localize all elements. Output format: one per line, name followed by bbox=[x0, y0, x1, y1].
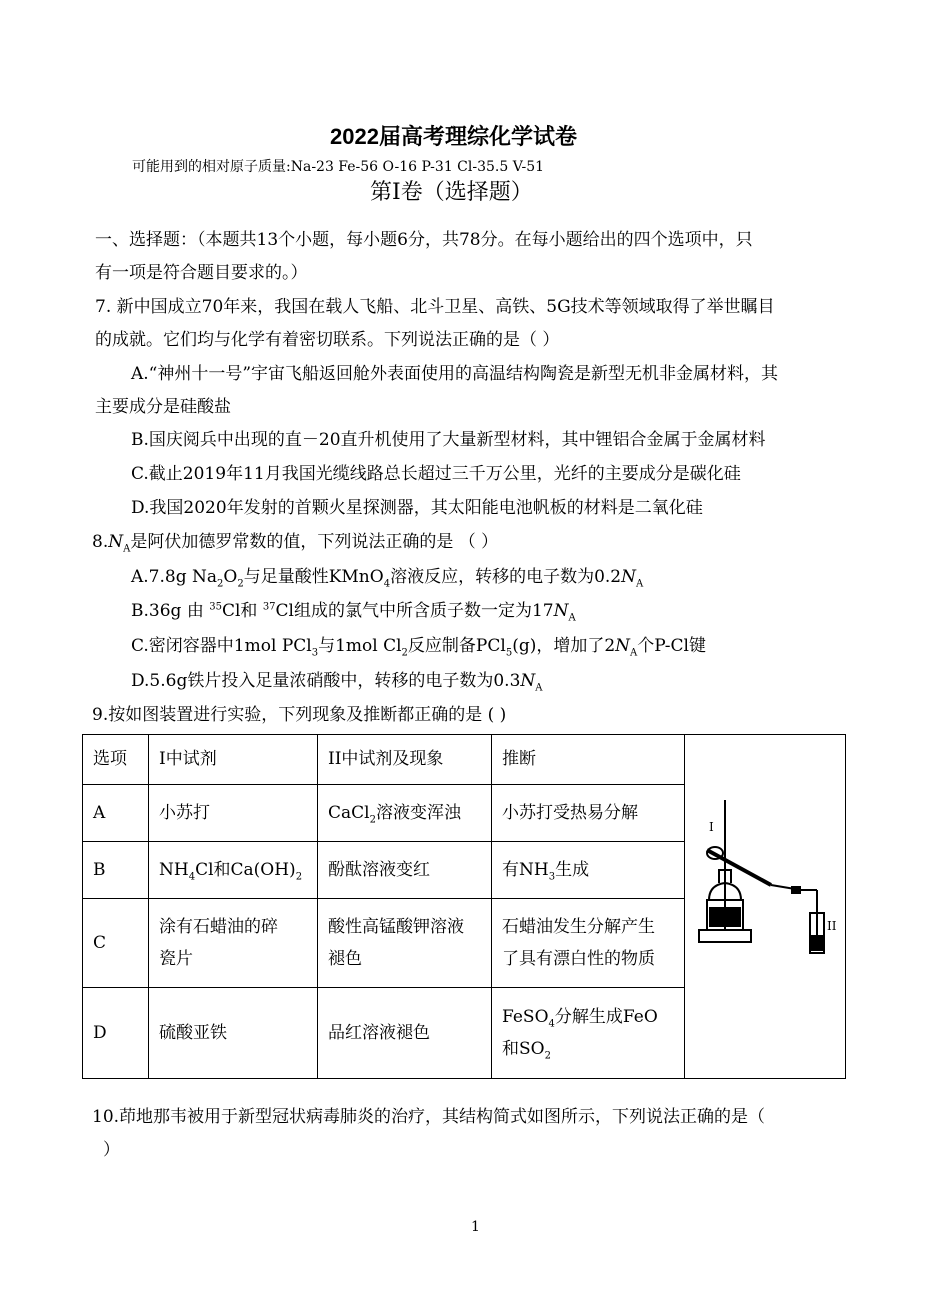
q7-stem-line2: 的成就。它们均与化学有着密切联系。下列说法正确的是（ ） bbox=[95, 330, 560, 350]
text: 和SO bbox=[502, 1039, 545, 1060]
q8-option-c bbox=[131, 634, 706, 658]
table-header-row bbox=[83, 735, 846, 785]
q8-number: 8. bbox=[92, 532, 109, 552]
text: 溶液变浑浊 bbox=[375, 803, 461, 823]
inference-cell: 小苏打受热易分解 bbox=[492, 784, 685, 842]
text: 溶液反应，转移的电子数为0.2 bbox=[390, 567, 622, 587]
q10-stem-line1: 10.茚地那韦被用于新型冠状病毒肺炎的治疗，其结构简式如图所示，下列说法正确的是（ bbox=[92, 1107, 766, 1127]
subscript: 4 bbox=[188, 871, 196, 883]
text: 褪色 bbox=[328, 949, 362, 970]
q7-option-c: C.截止2019年11月我国光缆线路总长超过三千万公里，光纤的主要成分是碳化硅 bbox=[131, 464, 741, 484]
phenomenon-cell: 品红溶液褪色 bbox=[318, 988, 492, 1079]
subscript: 3 bbox=[311, 647, 319, 659]
text: NH bbox=[159, 860, 189, 881]
na-symbol: N bbox=[553, 601, 569, 621]
q7-stem-line1: 7. 新中国成立70年来，我国在载人飞船、北斗卫星、高铁、5G技术等领域取得了举世瞩目 bbox=[95, 297, 775, 317]
apparatus-figure bbox=[685, 735, 845, 1067]
option-cell: B bbox=[83, 842, 149, 899]
subscript: 2 bbox=[237, 578, 244, 590]
text: 反应制备PCl bbox=[407, 636, 506, 656]
subscript: 5 bbox=[505, 647, 513, 659]
header-cell: 选项 bbox=[83, 735, 149, 785]
q8-stem bbox=[92, 530, 498, 554]
q7-option-a-line1: A.“神州十一号”宇宙飞船返回舱外表面使用的高温结构陶瓷是新型无机非金属材料，其 bbox=[131, 364, 779, 384]
na-subscript: A bbox=[636, 578, 644, 590]
text: 涂有石蜡油的碎 bbox=[159, 917, 278, 938]
text: 酸性高锰酸钾溶液 bbox=[328, 917, 464, 938]
q10-stem-line2: ） bbox=[103, 1140, 120, 1160]
text: 石蜡油发生分解产生 bbox=[502, 917, 655, 938]
q7-option-d: D.我国2020年发射的首颗火星探测器，其太阳能电池帆板的材料是二氧化硅 bbox=[131, 498, 703, 518]
q7-option-b: B.国庆阅兵中出现的直－20直升机使用了大量新型材料，其中锂铝合金属于金属材料 bbox=[131, 430, 766, 450]
page-number: 1 bbox=[471, 1219, 480, 1235]
reagent-cell bbox=[149, 899, 318, 988]
text: (g)，增加了2 bbox=[512, 636, 616, 656]
header-cell: II中试剂及现象 bbox=[318, 735, 492, 785]
text: FeSO bbox=[502, 1007, 549, 1028]
subscript: 4 bbox=[383, 578, 391, 590]
inference-cell bbox=[492, 842, 685, 899]
na-symbol: N bbox=[520, 671, 536, 691]
apparatus-figure-cell bbox=[685, 735, 846, 1079]
text: 生成 bbox=[555, 860, 590, 881]
q9-table bbox=[82, 734, 846, 1079]
reagent-cell bbox=[149, 842, 318, 899]
phenomenon-cell bbox=[318, 784, 492, 842]
text: D.5.6g铁片投入足量浓硝酸中，转移的电子数为0.3 bbox=[131, 671, 521, 691]
q8-na-symbol: N bbox=[108, 532, 124, 552]
q8-stem-text: 是阿伏加德罗常数的值，下列说法正确的是 （ ） bbox=[130, 532, 499, 552]
text: 与1mol Cl bbox=[318, 636, 402, 656]
inference-cell bbox=[492, 899, 685, 988]
q8-na-subscript: A bbox=[123, 543, 131, 555]
subscript: 4 bbox=[548, 1018, 555, 1030]
phenomenon-cell: 酚酞溶液变红 bbox=[318, 842, 492, 899]
q8-option-a bbox=[131, 565, 643, 589]
na-symbol: N bbox=[621, 567, 636, 587]
subscript: 2 bbox=[401, 647, 408, 659]
subscript: 2 bbox=[369, 814, 376, 826]
subscript: 2 bbox=[217, 578, 224, 590]
text: Cl和Ca(OH) bbox=[195, 860, 296, 881]
text: B.36g 由 bbox=[131, 601, 210, 621]
text: 与足量酸性KMnO bbox=[243, 567, 384, 587]
superscript: 37 bbox=[262, 601, 276, 613]
text: 了具有漂白性的物质 bbox=[502, 949, 655, 970]
figure-label-1: I bbox=[709, 820, 714, 834]
text: 瓷片 bbox=[159, 949, 193, 970]
subscript: 3 bbox=[548, 871, 556, 883]
q8-option-d bbox=[131, 669, 543, 693]
option-cell: D bbox=[83, 988, 149, 1079]
volume-heading: 第I卷（选择题） bbox=[370, 180, 533, 205]
text: C.密闭容器中1mol PCl bbox=[131, 636, 312, 656]
superscript: 35 bbox=[209, 601, 222, 613]
text: 有NH bbox=[502, 860, 549, 881]
text: 个P-Cl键 bbox=[637, 636, 706, 656]
phenomenon-cell bbox=[318, 899, 492, 988]
na-symbol: N bbox=[615, 636, 631, 656]
subscript: 2 bbox=[295, 871, 303, 883]
na-subscript: A bbox=[535, 682, 543, 694]
subscript: 2 bbox=[544, 1050, 551, 1062]
text: O bbox=[223, 567, 238, 587]
section-instructions-line2: 有一项是符合题目要求的。） bbox=[95, 263, 308, 283]
header-cell: 推断 bbox=[492, 735, 685, 785]
q8-option-b bbox=[131, 599, 576, 623]
exam-title: 2022届高考理综化学试卷 bbox=[330, 124, 577, 149]
atomic-mass-note: 可能用到的相对原子质量:Na-23 Fe-56 O-16 P-31 Cl-35.5 V-51 bbox=[132, 159, 545, 175]
na-subscript: A bbox=[568, 612, 576, 624]
text: Cl和 bbox=[221, 601, 263, 621]
header-cell: I中试剂 bbox=[149, 735, 318, 785]
section-instructions-line1: 一、选择题：（本题共13个小题，每小题6分，共78分。在每小题给出的四个选项中，只 bbox=[95, 230, 753, 250]
text: Cl组成的氯气中所含质子数一定为17 bbox=[275, 601, 554, 621]
reagent-cell: 小苏打 bbox=[149, 784, 318, 842]
inference-cell bbox=[492, 988, 685, 1079]
text: A.7.8g Na bbox=[131, 567, 218, 587]
q9-stem: 9.按如图装置进行实验，下列现象及推断都正确的是 ( ) bbox=[92, 705, 507, 725]
q7-option-a-line2: 主要成分是硅酸盐 bbox=[95, 397, 231, 417]
option-cell: C bbox=[83, 899, 149, 988]
text: 分解生成FeO bbox=[554, 1007, 658, 1028]
na-subscript: A bbox=[630, 647, 638, 659]
option-cell: A bbox=[83, 784, 149, 842]
figure-label-2: II bbox=[827, 919, 837, 933]
reagent-cell: 硫酸亚铁 bbox=[149, 988, 318, 1079]
text: CaCl bbox=[328, 803, 370, 823]
